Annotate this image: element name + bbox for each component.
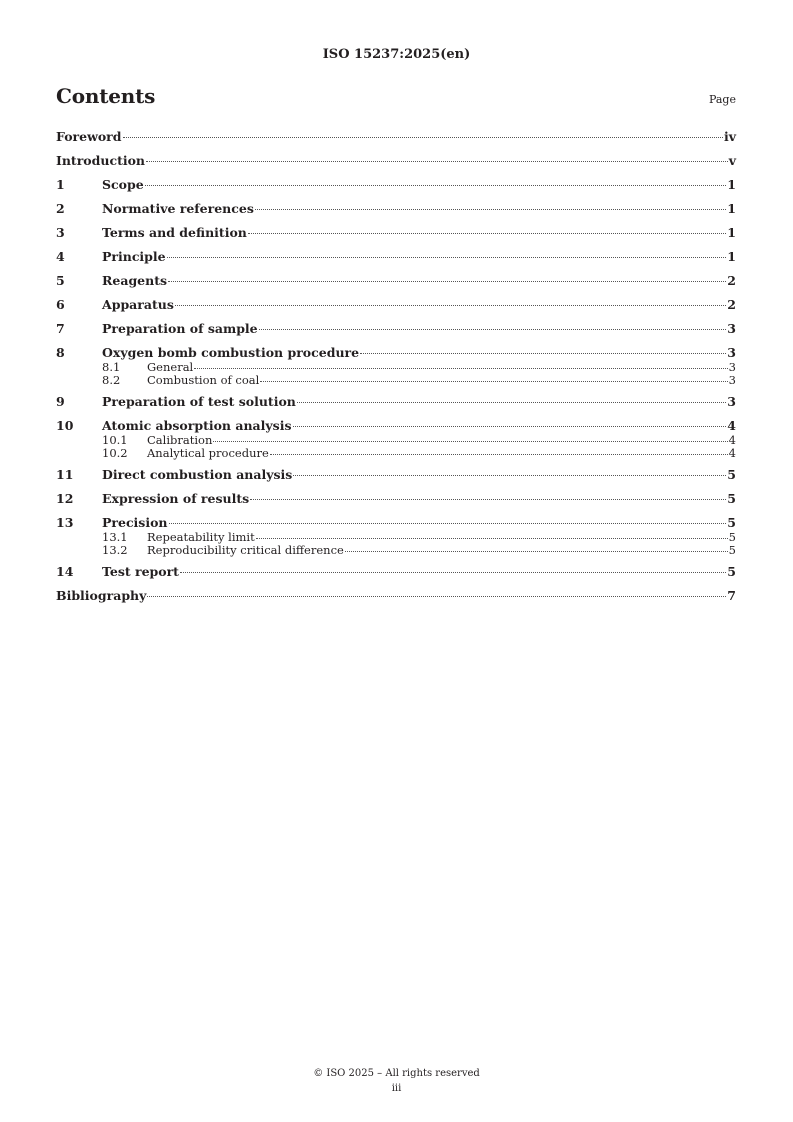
page-number: iii	[391, 1083, 402, 1094]
toc-entry-page: 5	[727, 515, 736, 530]
dot-leader	[293, 426, 727, 427]
toc-entry[interactable]	[56, 515, 736, 531]
dot-leader	[146, 161, 728, 162]
toc-entry[interactable]	[56, 434, 736, 447]
toc-entry-title: Foreword	[56, 129, 122, 144]
toc-entry-title: Combustion of coal	[147, 372, 260, 387]
toc-entry[interactable]	[56, 129, 736, 145]
dot-leader	[175, 305, 726, 306]
toc-entry-number: 10.2	[102, 445, 128, 460]
toc-entry-number: 13.1	[102, 530, 128, 544]
toc-entry-number: 10.1	[102, 433, 128, 447]
toc-entry-page: 4	[728, 433, 736, 447]
toc-entry-number: 12	[56, 491, 74, 506]
toc-entry-page: 1	[727, 201, 736, 216]
dot-leader	[293, 475, 726, 476]
toc-entry-page: 5	[727, 467, 736, 482]
toc-entry[interactable]	[56, 418, 736, 434]
toc-entry-page: 2	[727, 297, 736, 312]
toc-entry-number: 14	[56, 564, 74, 579]
toc-entry-number: 13.2	[102, 542, 128, 557]
dot-leader	[297, 402, 726, 403]
toc-entry-number: 1	[56, 177, 65, 192]
toc-entry-title: Repeatability limit	[147, 530, 255, 544]
dot-leader	[147, 596, 726, 597]
toc-entry-page: 4	[727, 418, 736, 433]
toc-entry[interactable]	[56, 588, 736, 604]
toc-entry-number: 8.1	[102, 360, 121, 374]
toc-entry[interactable]	[56, 374, 736, 387]
toc-entry-page: 4	[728, 445, 736, 460]
toc-entry[interactable]	[56, 361, 736, 374]
toc-entry[interactable]	[56, 249, 736, 265]
toc-entry-title: Apparatus	[102, 297, 174, 312]
toc-entry[interactable]	[56, 447, 736, 460]
toc-entry-page: 5	[727, 564, 736, 579]
toc-entry-page: 2	[727, 273, 736, 288]
dot-leader	[194, 368, 727, 369]
toc-entry-title: Expression of results	[102, 491, 250, 506]
toc-entry-number: 10	[56, 418, 74, 433]
toc-entry-title: Reagents	[102, 273, 168, 288]
toc-entry[interactable]	[56, 564, 736, 580]
toc-entry-title: Bibliography	[56, 588, 147, 603]
dot-leader	[270, 454, 728, 455]
document-header: ISO 15237:2025(en)	[322, 47, 471, 62]
toc-entry[interactable]	[56, 201, 736, 217]
contents-title: Contents	[56, 84, 156, 108]
dot-leader	[169, 523, 727, 524]
toc-entry-number: 13	[56, 515, 74, 530]
toc-entry[interactable]	[56, 297, 736, 313]
toc-entry-page: 3	[727, 345, 736, 360]
toc-entry-title: General	[147, 360, 194, 374]
toc-entry[interactable]	[56, 394, 736, 410]
toc-entry-page: 3	[728, 360, 736, 374]
page-footer	[0, 1066, 793, 1096]
toc-entry-title: Test report	[102, 564, 179, 579]
dot-leader	[180, 572, 726, 573]
toc-entry-number: 11	[56, 467, 74, 482]
toc-entry-title: Scope	[102, 177, 144, 192]
toc-entry[interactable]	[56, 225, 736, 241]
toc-entry-title: Preparation of sample	[102, 321, 258, 336]
toc-entry[interactable]	[56, 273, 736, 289]
toc-entry-title: Terms and definition	[102, 225, 247, 240]
toc-entry-title: Reproducibility critical difference	[147, 542, 344, 557]
toc-entry-title: Direct combustion analysis	[102, 467, 293, 482]
copyright-notice: © ISO 2025 – All rights reserved	[313, 1068, 480, 1079]
dot-leader	[260, 381, 727, 382]
toc-entry-title: Principle	[102, 249, 166, 264]
dot-leader	[360, 353, 726, 354]
toc-entry-number: 9	[56, 394, 65, 409]
toc-entry-page: iv	[723, 129, 736, 144]
toc-entry[interactable]	[56, 544, 736, 557]
toc-entry[interactable]	[56, 153, 736, 169]
toc-entry-page: v	[728, 153, 736, 168]
toc-entry-number: 2	[56, 201, 65, 216]
toc-entry[interactable]	[56, 345, 736, 361]
toc-entry[interactable]	[56, 531, 736, 544]
toc-entry[interactable]	[56, 491, 736, 507]
toc-entry-title: Introduction	[56, 153, 146, 168]
toc-entry-number: 7	[56, 321, 65, 336]
dot-leader	[248, 233, 726, 234]
toc-entry[interactable]	[56, 177, 736, 193]
toc-entry-title: Preparation of test solution	[102, 394, 296, 409]
toc-entry-number: 4	[56, 249, 65, 264]
toc-entry-number: 8.2	[102, 372, 121, 387]
dot-leader	[256, 538, 728, 539]
contents-title-row	[56, 84, 736, 108]
toc-entry-page: 3	[727, 321, 736, 336]
toc-entry-title: Precision	[102, 515, 168, 530]
toc-entry-page: 1	[727, 225, 736, 240]
dot-leader	[168, 281, 726, 282]
toc-entry-title: Calibration	[147, 433, 213, 447]
toc-entry-page: 7	[727, 588, 736, 603]
dot-leader	[259, 329, 727, 330]
toc-entry-title: Oxygen bomb combustion procedure	[102, 345, 360, 360]
toc-entry-page: 1	[727, 249, 736, 264]
toc-entry-number: 3	[56, 225, 65, 240]
dot-leader	[145, 185, 727, 186]
dot-leader	[167, 257, 727, 258]
dot-leader	[250, 499, 726, 500]
toc-entry[interactable]	[56, 321, 736, 337]
dot-leader	[213, 441, 727, 442]
dot-leader	[123, 137, 723, 138]
toc-entry-title: Atomic absorption analysis	[102, 418, 292, 433]
dot-leader	[345, 551, 728, 552]
toc-entry-number: 6	[56, 297, 65, 312]
toc-entry-number: 8	[56, 345, 65, 360]
page-column-label: Page	[708, 93, 736, 106]
table-of-contents	[56, 129, 736, 604]
toc-entry-page: 1	[727, 177, 736, 192]
toc-entry-page: 5	[727, 491, 736, 506]
toc-entry-page: 5	[728, 530, 736, 544]
toc-entry-number: 5	[56, 273, 65, 288]
toc-entry-page: 5	[728, 542, 736, 557]
toc-entry-title: Normative references	[102, 201, 254, 216]
toc-entry-title: Analytical procedure	[147, 445, 269, 460]
toc-entry-page: 3	[728, 372, 736, 387]
toc-entry[interactable]	[56, 467, 736, 483]
dot-leader	[255, 209, 726, 210]
toc-entry-page: 3	[727, 394, 736, 409]
